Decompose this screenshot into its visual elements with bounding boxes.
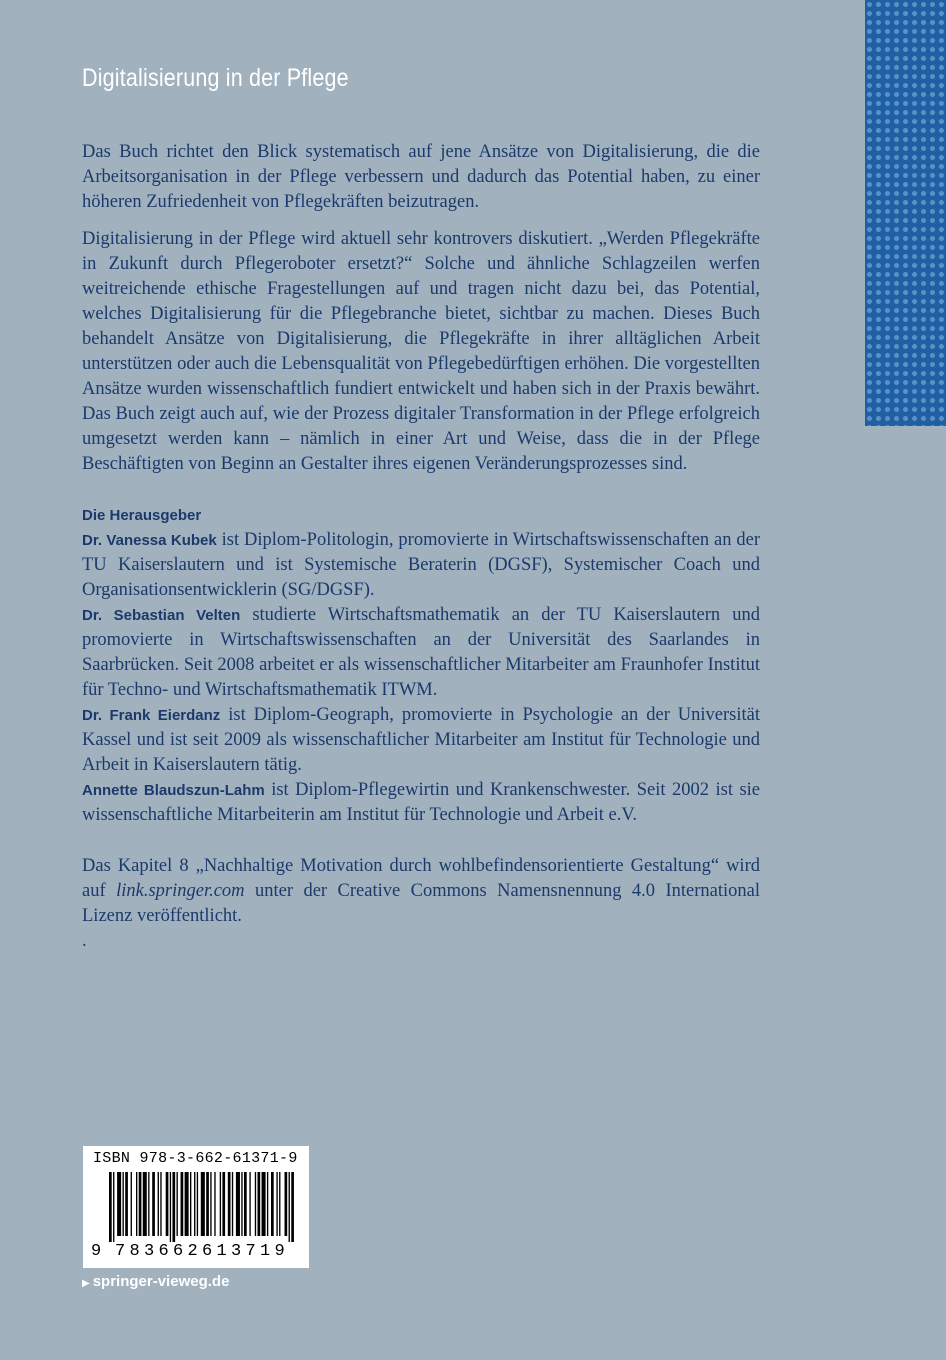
trailing-dot: .: [82, 931, 87, 951]
editor-bio-eierdanz: [82, 703, 760, 778]
editor-text: ist Diplom-Pflegewirtin und Krankenschwester. Seit 2002 ist sie wissenschaftliche Mitarbeiterin am Institut für Technologie und Arbeit e.V.: [82, 780, 760, 825]
isbn-number: ISBN 978-3-662-61371-9: [93, 1150, 298, 1167]
license-text-post: unter der Creative Commons Namensnennung 4.0 International Lizenz veröffentlicht.: [82, 881, 761, 926]
isbn-barcode: [83, 1146, 309, 1268]
editor-name: Dr. Vanessa Kubek: [82, 532, 217, 549]
publisher-website[interactable]: [82, 1273, 229, 1290]
editor-text: studierte Wirtschaftsmathematik an der TU Kaiserslautern und promovierte in Wirtschaftswissenschaften an der Universität des Saarlandes in Saarbrücken. Seit 2008 arbeitet er als wissenschaftlicher Mitarbeiter am Fraunhofer Institut für Techno- und Wirtschaftsmathematik ITWM.: [82, 605, 760, 700]
editor-bio-blaudszun-lahm: [82, 778, 760, 828]
back-cover-text: [82, 140, 760, 954]
editor-name: Dr. Frank Eierdanz: [82, 707, 221, 724]
editor-text: ist Diplom-Geograph, promovierte in Psychologie an der Universität Kassel und ist seit 2009 als wissenschaftlicher Mitarbeiter am Institut für Technologie und Arbeit in Kaiserslautern tätig.: [82, 705, 760, 775]
editor-name: Dr. Sebastian Velten: [82, 607, 241, 624]
license-text-pre: Das Kapitel 8 „Nachhaltige Motivation durch wohlbefindensorientierte Gestaltung“ wird auf: [82, 856, 760, 901]
intro-paragraph: Das Buch richtet den Blick systematisch auf jene Ansätze von Digitalisierung, die die Arbeitsorganisation in der Pflege verbessern und dadurch das Potential haben, zu einer höheren Zufriedenheit von Pflegekräften beizutragen.: [82, 142, 760, 212]
website-url: springer-vieweg.de: [92, 1273, 230, 1290]
editor-bio-kubek: [82, 528, 760, 603]
editor-bio-velten: [82, 603, 760, 703]
book-title: Digitalisierung in der Pflege: [82, 64, 349, 92]
editor-name: Annette Blaudszun-Lahm: [82, 782, 265, 799]
editor-text: ist Diplom-Politologin, promovierte in Wirtschaftswissenschaften an der TU Kaiserslautern und ist Systemische Beraterin (DGSF), Systemischer Coach und Organisationsentwicklerin (SG/DGSF).: [82, 530, 760, 600]
license-note: [82, 854, 760, 929]
editors-heading: Die Herausgeber: [82, 507, 202, 524]
springer-link[interactable]: link.springer.com: [116, 881, 245, 901]
barcode-digits: 783662613719: [115, 1242, 290, 1261]
description-paragraph: Digitalisierung in der Pflege wird aktuell sehr kontrovers diskutiert. „Werden Pflegekräfte in Zukunft durch Pflegeroboter ersetzt?“ Solche und ähnliche Schlagzeilen werfen weitreichende ethische Fragestellungen auf und tragen nicht dazu bei, das Potential, welches Digitalisierung für die Pflegebranche bietet, sichtbar zu machen. Dieses Buch behandelt Ansätze von Digitalisierung, die Pflegekräfte in ihrer alltäglichen Arbeit unterstützen oder auch die Lebensqualität von Pflegebedürftigen erhöhen. Die vorgestellten Ansätze wurden wissenschaftlich fundiert entwickelt und haben sich in der Praxis bewährt. Das Buch zeigt auch auf, wie der Prozess digitaler Transformation in der Pflege erfolgreich umgesetzt werden kann – nämlich in einer Art und Weise, dass die in der Pflege Beschäftigten von Beginn an Gestalter ihres eigenen Veränderungsprozesses sind.: [82, 229, 760, 474]
arrow-right-icon: ▶: [82, 1278, 90, 1289]
decorative-dot-band: [865, 0, 946, 426]
barcode-bars: [109, 1172, 299, 1242]
barcode-lead-digit: 9: [91, 1242, 102, 1261]
